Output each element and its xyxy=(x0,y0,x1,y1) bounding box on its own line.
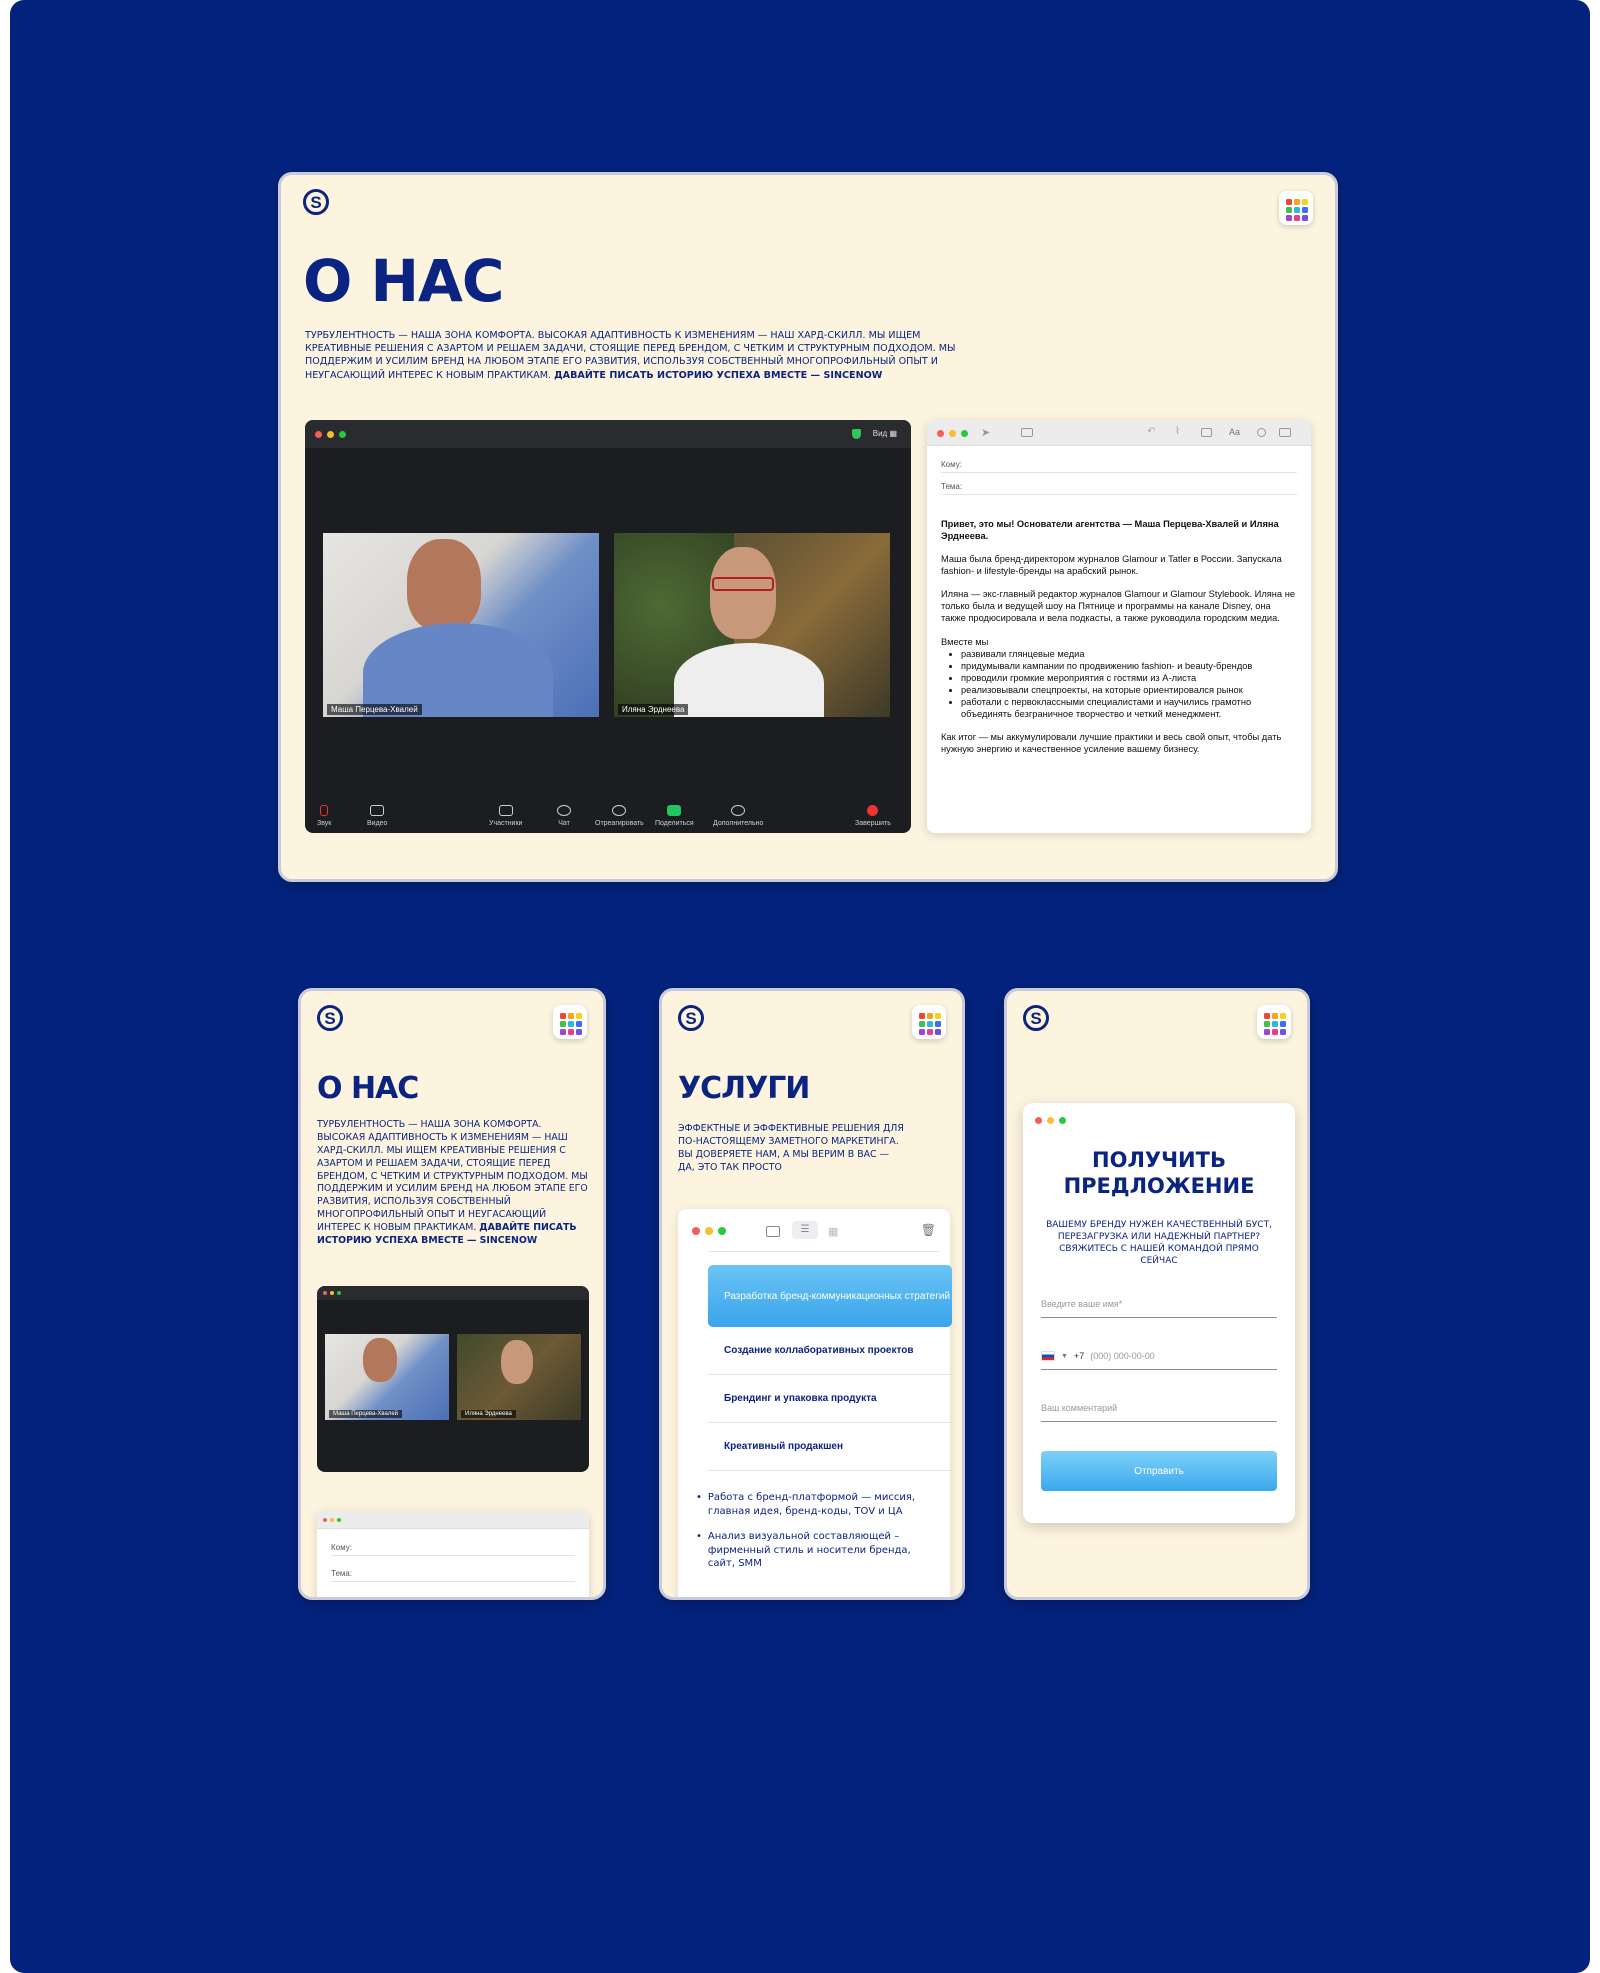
apps-grid-icon[interactable] xyxy=(1257,1005,1291,1039)
service-item[interactable]: Создание коллаборативных проектов xyxy=(708,1327,952,1375)
about-paragraph xyxy=(305,329,985,382)
reply-icon[interactable]: ↶ xyxy=(1147,426,1156,437)
video-call-window xyxy=(305,420,911,833)
participant-name-2: Иляна Эрднеева xyxy=(461,1410,516,1418)
apps-grid-icon[interactable] xyxy=(1279,191,1313,225)
subject-field[interactable]: Тема: xyxy=(331,1569,575,1582)
trash-icon[interactable]: 🗑 xyxy=(920,1223,936,1237)
video-call-window xyxy=(317,1286,589,1472)
emoji-icon[interactable] xyxy=(1257,428,1266,437)
email-list-item: • проводили громкие мероприятия с гостями из А-листа xyxy=(961,672,1297,684)
format-icon[interactable] xyxy=(1201,428,1212,437)
apps-grid-icon[interactable] xyxy=(912,1005,946,1039)
apps-grid-icon[interactable] xyxy=(553,1005,587,1039)
comment-field[interactable]: Ваш комментарий xyxy=(1041,1403,1277,1422)
window-titlebar xyxy=(305,420,911,448)
photo-icon[interactable] xyxy=(1279,428,1291,437)
participant-video-1 xyxy=(323,533,599,717)
end-call-button[interactable]: Завершить xyxy=(855,805,891,827)
mobile-offer-card xyxy=(1004,988,1310,1600)
participant-video-2 xyxy=(457,1334,581,1420)
mobile-services-card xyxy=(659,988,965,1600)
email-body[interactable] xyxy=(941,518,1297,766)
to-field[interactable]: Кому: xyxy=(331,1543,575,1556)
desktop-about-card xyxy=(278,172,1338,882)
minimize-dot[interactable] xyxy=(327,431,334,438)
service-item[interactable]: Брендинг и упаковка продукта xyxy=(708,1375,952,1423)
participant-video-1 xyxy=(325,1334,449,1420)
services-title: УСЛУГИ xyxy=(678,1071,810,1106)
logo-icon[interactable]: S xyxy=(317,1005,343,1031)
email-list xyxy=(941,648,1297,720)
email-toolbar xyxy=(927,420,1311,446)
react-button[interactable]: Отреагировать xyxy=(595,805,644,827)
email-list-item: • придумывали кампании по продвижению fashion- и beauty-брендов xyxy=(961,660,1297,672)
detail-item: • Работа с бренд-платформой — миссия, главная идея, бренд-коды, TOV и ЦА xyxy=(696,1492,916,1517)
attachment-icon[interactable]: ⌇ xyxy=(1175,426,1180,437)
participant-name-1: Маша Перцева-Хвалей xyxy=(327,704,422,715)
name-field[interactable]: Введите ваше имя* xyxy=(1041,1299,1277,1318)
page-title: О НАС xyxy=(303,247,504,315)
font-icon[interactable]: Aa xyxy=(1229,427,1241,437)
maximize-dot[interactable] xyxy=(339,431,346,438)
close-dot[interactable] xyxy=(315,431,322,438)
chevron-down-icon[interactable]: ▼ xyxy=(1061,1352,1068,1360)
share-button[interactable]: Поделиться xyxy=(655,805,694,827)
send-icon[interactable]: ➤ xyxy=(981,427,991,439)
email-list-item: • развивали глянцевые медиа xyxy=(961,648,1297,660)
end-call-icon xyxy=(867,805,878,816)
russia-flag-icon[interactable] xyxy=(1041,1351,1055,1361)
camera-icon xyxy=(370,805,384,816)
services-paragraph: ЭФФЕКТНЫЕ И ЭФФЕКТИВНЫЕ РЕШЕНИЯ ДЛЯ ПО-НАСТОЯЩЕМУ ЗАМЕТНОГО МАРКЕТИНГА. ВЫ ДОВЕРЯЕТЕ НАМ, А МЫ ВЕРИМ В ВАС — ДА, ЭТО ТАК ПРОСТО xyxy=(678,1123,904,1173)
shield-icon xyxy=(852,429,861,439)
heart-icon xyxy=(612,805,626,816)
participant-video-2 xyxy=(614,533,890,717)
email-window xyxy=(317,1511,589,1600)
about-text-bold: ДАВАЙТЕ ПИСАТЬ ИСТОРИЮ УСПЕХА ВМЕСТЕ — SINCENOW xyxy=(554,369,883,381)
more-icon xyxy=(731,805,745,816)
logo-icon[interactable]: S xyxy=(303,189,329,215)
email-conclusion: Как итог — мы аккумулировали лучшие практики и весь свой опыт, чтобы дать нужную энергию и качественное усиление вашему бизнесу. xyxy=(941,732,1282,755)
about-paragraph xyxy=(317,1119,589,1248)
chat-button[interactable]: Чат xyxy=(557,805,571,827)
participant-name-1: Маша Перцева-Хвалей xyxy=(329,1410,402,1418)
video-button[interactable]: Видео xyxy=(367,805,387,827)
logo-icon[interactable]: S xyxy=(678,1005,704,1031)
email-list-item: • работали с первоклассными специалистами и научились грамотно объединять безграничное творчество и четкий менеджмент. xyxy=(961,696,1297,720)
service-item[interactable]: Креативный продакшен xyxy=(708,1423,952,1471)
to-field[interactable]: Кому: xyxy=(941,460,1297,473)
call-toolbar xyxy=(305,793,911,833)
about-text: ТУРБУЛЕНТНОСТЬ — НАША ЗОНА КОМФОРТА. ВЫСОКАЯ АДАПТИВНОСТЬ К ИЗМЕНЕНИЯМ — НАШ ХАРД-СКИЛЛ. МЫ ИЩЕМ КРЕАТИВНЫЕ РЕШЕНИЯ С АЗАРТОМ И РЕШАЕМ ЗАДАЧИ, СТОЯЩИЕ ПЕРЕД БРЕНДОМ, С ЧЕТКИМ И СТРУКТУРНЫМ ПОДХОДОМ. МЫ ПОДДЕРЖИМ И УСИЛИМ БРЕНД НА ЛЮБОМ ЭТАПЕ ЕГО РАЗВИТИЯ, ИСПОЛЬЗУЯ СОБСТВЕННЫЙ МНОГОПРОФИЛЬНЫЙ ОПЫТ И НЕУГАСАЮЩИЙ ИНТЕРЕС К НОВЫМ ПРАКТИКАМ. xyxy=(305,330,956,381)
more-button[interactable]: Дополнительно xyxy=(713,805,763,827)
about-text-bold: ДАВАЙТЕ ПИСАТЬ ИСТОРИЮ УСПЕХА ВМЕСТЕ — SINCENOW xyxy=(317,1222,577,1246)
minimize-dot[interactable] xyxy=(949,430,956,437)
email-paragraph-2: Иляна — экс-главный редактор журналов Glamour и Glamour Stylebook. Иляна не только была и ведущей шоу на Пятнице и программы на канале Disney, она также продюсировала и вела подкасты, а также руководила городским медиа. xyxy=(941,589,1295,624)
offer-paragraph: ВАШЕМУ БРЕНДУ НУЖЕН КАЧЕСТВЕННЫЙ БУСТ, ПЕРЕЗАГРУЗКА ИЛИ НАДЕЖНЫЙ ПАРТНЕР? СВЯЖИТЕСЬ С НАШЕЙ КОМАНДОЙ ПРЯМО СЕЙЧАС xyxy=(1046,1220,1272,1267)
email-paragraph-1: Маша была бренд-директором журналов Glamour и Tatler в России. Запускала fashion- и lifestyle-бренды на арабский рынок. xyxy=(941,554,1282,577)
page-title: О НАС xyxy=(317,1071,419,1106)
grid-view-icon[interactable]: ▦ xyxy=(828,1226,839,1238)
logo-icon[interactable]: S xyxy=(1023,1005,1049,1031)
subject-field[interactable]: Тема: xyxy=(941,482,1297,495)
list-view-icon[interactable]: ☰ xyxy=(792,1221,818,1239)
detail-item: • Анализ визуальной составляющей – фирменный стиль и носители бренда, сайт, SMM xyxy=(696,1531,911,1569)
offer-form-window xyxy=(1023,1103,1295,1523)
window-titlebar xyxy=(317,1286,589,1300)
email-together: Вместе мы xyxy=(941,636,989,647)
person-silhouette-2 xyxy=(710,547,776,639)
offer-title: ПОЛУЧИТЬ ПРЕДЛОЖЕНИЕ xyxy=(1063,1148,1255,1199)
service-details xyxy=(696,1491,936,1571)
participant-name-2: Иляна Эрднеева xyxy=(618,704,688,715)
people-icon xyxy=(499,805,513,816)
phone-field[interactable]: ▼ +7 (000) 000-00-00 xyxy=(1041,1351,1277,1370)
about-text: ТУРБУЛЕНТНОСТЬ — НАША ЗОНА КОМФОРТА. ВЫСОКАЯ АДАПТИВНОСТЬ К ИЗМЕНЕНИЯМ — НАШ ХАРД-СКИЛЛ. МЫ ИЩЕМ КРЕАТИВНЫЕ РЕШЕНИЯ С АЗАРТОМ И РЕШАЕМ ЗАДАЧИ, СТОЯЩИЕ ПЕРЕД БРЕНДОМ, С ЧЕТКИМ И СТРУКТУРНЫМ ПОДХОДОМ. МЫ ПОДДЕРЖИМ И УСИЛИМ БРЕНД НА ЛЮБОМ ЭТАПЕ ЕГО РАЗВИТИЯ, ИСПОЛЬЗУЯ СОБСТВЕННЫЙ МНОГОПРОФИЛЬНЫЙ ОПЫТ И НЕУГАСАЮЩИЙ ИНТЕРЕС К НОВЫМ ПРАКТИКАМ. xyxy=(317,1119,588,1233)
email-list-item: • реализовывали спецпроекты, на которые ориентировался рынок xyxy=(961,684,1297,696)
participants-button[interactable]: Участники xyxy=(489,805,522,827)
sidebar-icon[interactable] xyxy=(766,1226,780,1237)
service-item[interactable]: Разработка бренд-коммуникационных стратегий xyxy=(708,1265,952,1327)
view-button[interactable]: Вид ▦ xyxy=(872,429,897,438)
mobile-about-card xyxy=(298,988,606,1600)
maximize-dot[interactable] xyxy=(961,430,968,437)
email-greeting: Привет, это мы! Основатели агентства — Маша Перцева-Хвалей и Иляна Эрднеева. xyxy=(941,519,1279,542)
audio-button[interactable]: Звук xyxy=(317,805,331,827)
microphone-icon xyxy=(320,805,328,816)
email-window xyxy=(927,420,1311,833)
share-screen-icon xyxy=(667,805,681,816)
header-fields-icon[interactable] xyxy=(1021,428,1033,437)
close-dot[interactable] xyxy=(937,430,944,437)
person-silhouette-1 xyxy=(407,539,481,631)
submit-button[interactable]: Отправить xyxy=(1041,1451,1277,1491)
email-toolbar xyxy=(317,1511,589,1529)
chat-icon xyxy=(557,805,571,816)
